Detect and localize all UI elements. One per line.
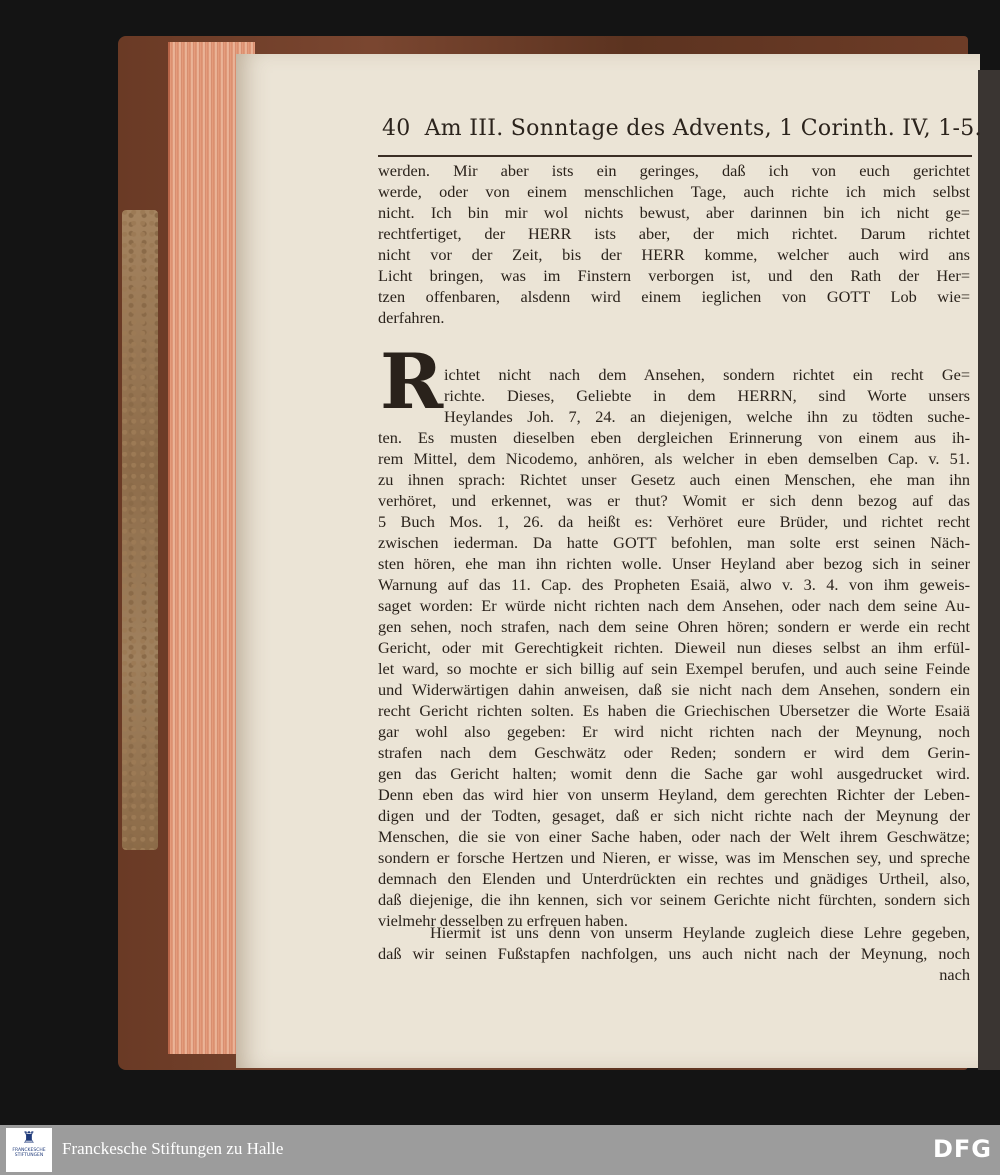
marbled-board (122, 210, 158, 850)
logo-text: FRANCKESCHE STIFTUNGEN (12, 1148, 46, 1158)
text-line: verhöret, und erkennet, was er thut? Womit er sich denn bezog auf das (378, 491, 970, 510)
text-line: 5 Buch Mos. 1, 26. da heißt es: Verhöret eure Brüder, und richtet recht (378, 512, 970, 531)
text-line: daß diejenige, die ihn kennen, sich vor seinem Gerichte nicht fürchten, sondern sich (378, 890, 970, 909)
text-line: ten. Es musten dieselben eben dergleichen Erinnerung von einem aus ih- (378, 428, 970, 447)
text-line: vielmehr desselben zu erfreuen haben. (378, 911, 628, 930)
running-header (382, 116, 982, 141)
text-line: let ward, so mochte er sich billig auf sein Exempel berufen, und auch seine Feinde (378, 659, 970, 678)
text-line: digen und der Todten, gesaget, daß er sich nicht richte nach der Meynung der (378, 806, 970, 825)
text-line: Gericht, oder mit Gerechtigkeit richten. Dieweil nun dieses selbst an ihm erfül- (378, 638, 970, 657)
catchword-row (378, 964, 970, 985)
text-line: rechtfertiget, der HERR ists aber, der mich richtet. Darum richtet (378, 224, 970, 243)
running-title: Am III. Sonntage des Advents, 1 Corinth. IV, 1-5. (424, 116, 982, 141)
text-line: Licht bringen, was im Finstern verborgen ist, und den Rath der Her= (378, 266, 970, 285)
dfg-logo[interactable]: DFG (932, 1135, 992, 1163)
text-line: rem Mittel, dem Nicodemo, anhören, als welcher in eben demselben Cap. v. 51. (378, 449, 970, 468)
text-line: und Widerwärtigen dahin anweisen, daß sie nicht nach dem Ansehen, sondern ein (378, 680, 970, 699)
text-line: gen das Gericht halten; womit denn die Sache gar wohl ausgedrucket wird. (378, 764, 970, 783)
text-line: werde, oder von einem menschlichen Tage, auch richte ich mich selbst (378, 182, 970, 201)
text-line: Hiermit ist uns denn von unserm Heylande zugleich diese Lehre gegeben, (430, 923, 970, 942)
sermon-body (378, 427, 970, 931)
decorated-initial: R (380, 337, 444, 426)
text-line: strafen nach dem Geschwätz oder Reden; sondern er wird dem Gerin- (378, 743, 970, 762)
opening-lines (444, 364, 970, 427)
building-icon: ♜ (21, 1128, 37, 1147)
header-rule (378, 155, 972, 157)
text-line: demnach den Elenden und Unterdrückten ein rechtes und gnädiges Urtheil, also, (378, 869, 970, 888)
text-line: sondern er forsche Hertzen und Nieren, er wisse, was im Menschen sey, und spreche (378, 848, 970, 867)
text-line: zwischen iederman. Da hatte GOTT befohlen, man solte erst seinen Näch- (378, 533, 970, 552)
text-line: Denn eben das wird hier von unserm Heyland, dem gerechten Richter der Leben- (378, 785, 970, 804)
text-line: zu ihnen sprach: Richtet unser Gesetz auch einen Menschen, ehe man ihn (378, 470, 970, 489)
text-line: nicht. Ich bin mir wol nichts bewust, aber darinnen bin ich nicht ge= (378, 203, 970, 222)
catchword: nach (939, 965, 970, 984)
text-line: sten hören, ehe man ihn richten wolle. Unser Heyland aber bezog sich in seiner (378, 554, 970, 573)
text-line: recht Gericht richten solten. Es haben die Griechischen Ubersetzer die Worte Esaiä (378, 701, 970, 720)
text-line: Menschen, die sie von einer Sache haben, oder nach der Welt ihrem Geschwätze; (378, 827, 970, 846)
text-line: daß wir seinen Fußstapfen nachfolgen, uns auch nicht nach der Meynung, noch (378, 944, 970, 963)
scripture-text (378, 160, 970, 328)
institution-name[interactable]: Franckesche Stiftungen zu Halle (62, 1139, 284, 1158)
text-line: ichtet nicht nach dem Ansehen, sondern richtet ein recht Ge= (444, 365, 970, 384)
viewer-footer (0, 1125, 1000, 1175)
text-line: werden. Mir aber ists ein geringes, daß ich von euch gerichtet (378, 161, 970, 180)
facing-page-edge (978, 70, 1000, 1070)
text-line: gar wohl also gegeben: Er wird nicht richten nach der Meynung, noch (378, 722, 970, 741)
page-number: 40 (382, 116, 411, 141)
text-line: richte. Dieses, Geliebte in dem HERRN, sind Worte unsers (444, 386, 970, 405)
institution-logo[interactable] (6, 1128, 52, 1172)
second-paragraph (378, 922, 970, 964)
text-line: nicht vor der Zeit, bis der HERR komme, welcher auch wird ans (378, 245, 970, 264)
text-line: tzen offenbaren, alsdenn wird einem ieglichen von GOTT Lob wie= (378, 287, 970, 306)
text-line: Heylandes Joh. 7, 24. an diejenigen, welche ihn zu tödten suche- (444, 407, 970, 426)
text-line: Warnung auf das 11. Cap. des Propheten Esaiä, alwo v. 3. 4. von ihm geweis- (378, 575, 970, 594)
text-line: derfahren. (378, 308, 445, 327)
text-line: gen sehen, noch strafen, nach dem seine Ohren hören; sondern er werde ein recht (378, 617, 970, 636)
text-line: saget worden: Er würde nicht richten nach dem Ansehen, oder nach dem seine Au- (378, 596, 970, 615)
